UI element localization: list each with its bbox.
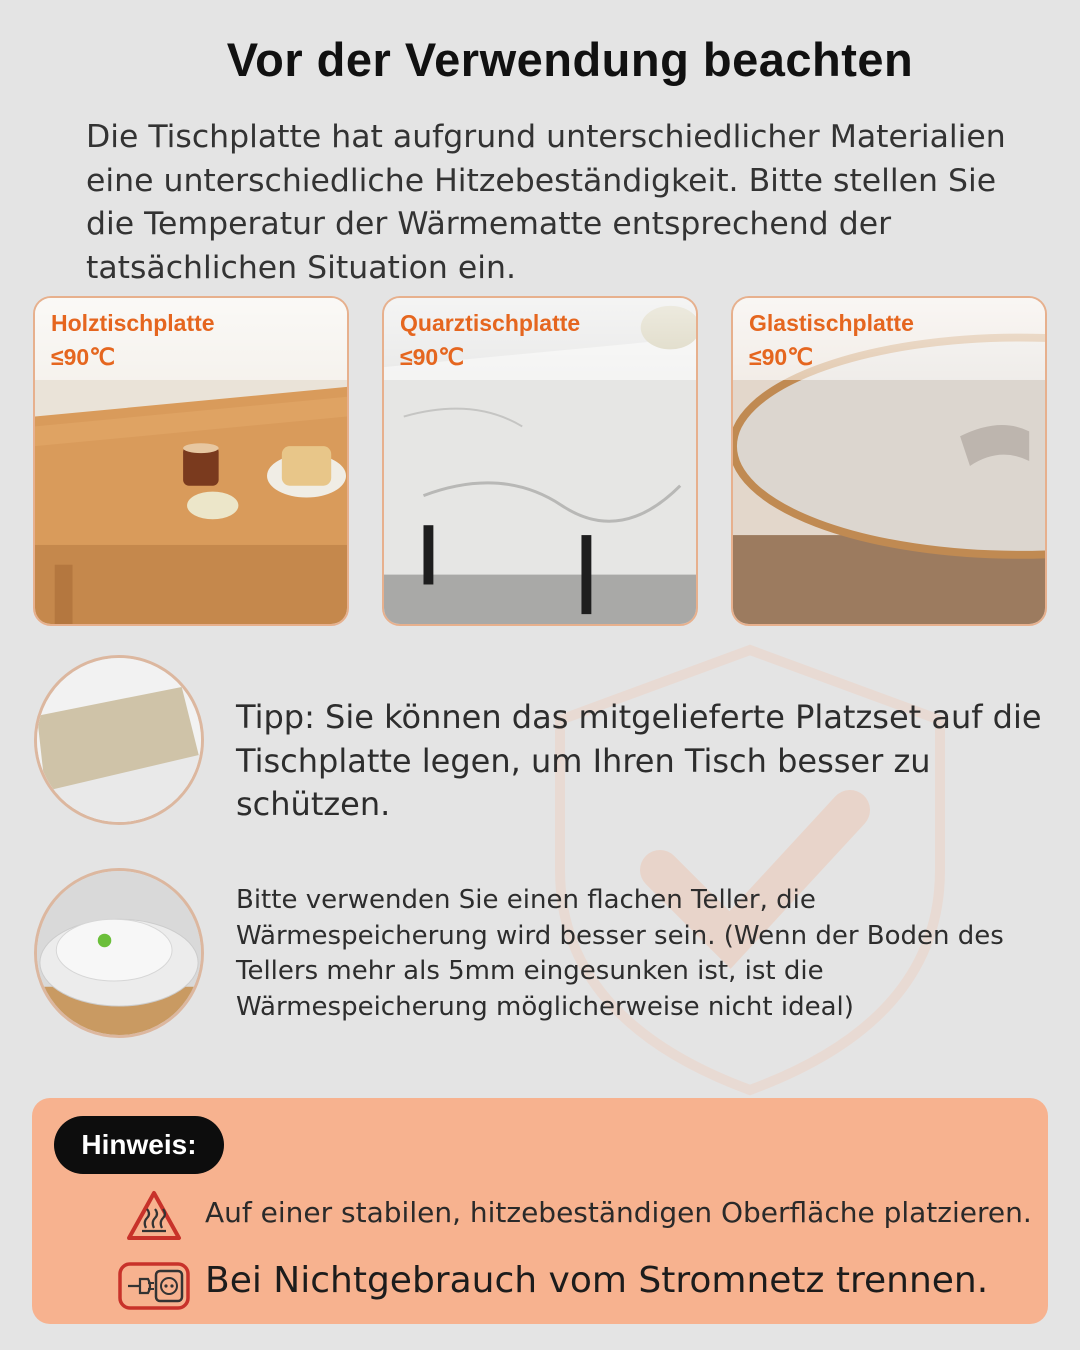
tabletop-name: Holztischplatte <box>51 310 215 336</box>
unplug-icon <box>118 1262 190 1310</box>
notice-item-unplug: Bei Nichtgebrauch vom Stromnetz trennen. <box>205 1260 989 1301</box>
tabletop-card-quartz <box>382 296 698 626</box>
tabletop-temp: ≤90℃ <box>51 344 116 370</box>
tabletop-temp: ≤90℃ <box>749 344 814 370</box>
heat-warning-icon <box>126 1190 182 1242</box>
page-title: Vor der Verwendung beachten <box>226 33 914 86</box>
intro-paragraph: Die Tischplatte hat aufgrund unterschiedlicher Materialien eine unterschiedliche Hitzebeständigkeit. Bitte stellen Sie die Temperatur der Wärmematte entsprechend der tatsächlichen Situation ein. <box>86 119 1006 286</box>
placemat-graphic <box>37 658 201 822</box>
plate-advice-text: Bitte verwenden Sie einen flachen Teller, die Wärmespeicherung wird besser sein. (Wenn der Boden des Tellers mehr als 5mm eingesunken ist, ist die Wärmespeicherung möglicherweise nicht ideal) <box>236 885 1004 1022</box>
plate-graphic <box>37 871 201 1035</box>
tabletop-name: Glastischplatte <box>749 310 914 336</box>
placemat-image <box>34 655 204 825</box>
tip-text: Tipp: Sie können das mitgelieferte Platzset auf die Tischplatte legen, um Ihren Tisch besser zu schützen. <box>236 698 1042 823</box>
notice-item-stable-surface: Auf einer stabilen, hitzebeständigen Oberfläche platzieren. <box>205 1196 1032 1229</box>
notice-label: Hinweis: <box>54 1116 224 1174</box>
tabletop-card-glass <box>731 296 1047 626</box>
tabletop-temp: ≤90℃ <box>400 344 465 370</box>
tabletop-name: Quarztischplatte <box>400 310 581 336</box>
tabletop-card-wood <box>33 296 349 626</box>
plate-image <box>34 868 204 1038</box>
